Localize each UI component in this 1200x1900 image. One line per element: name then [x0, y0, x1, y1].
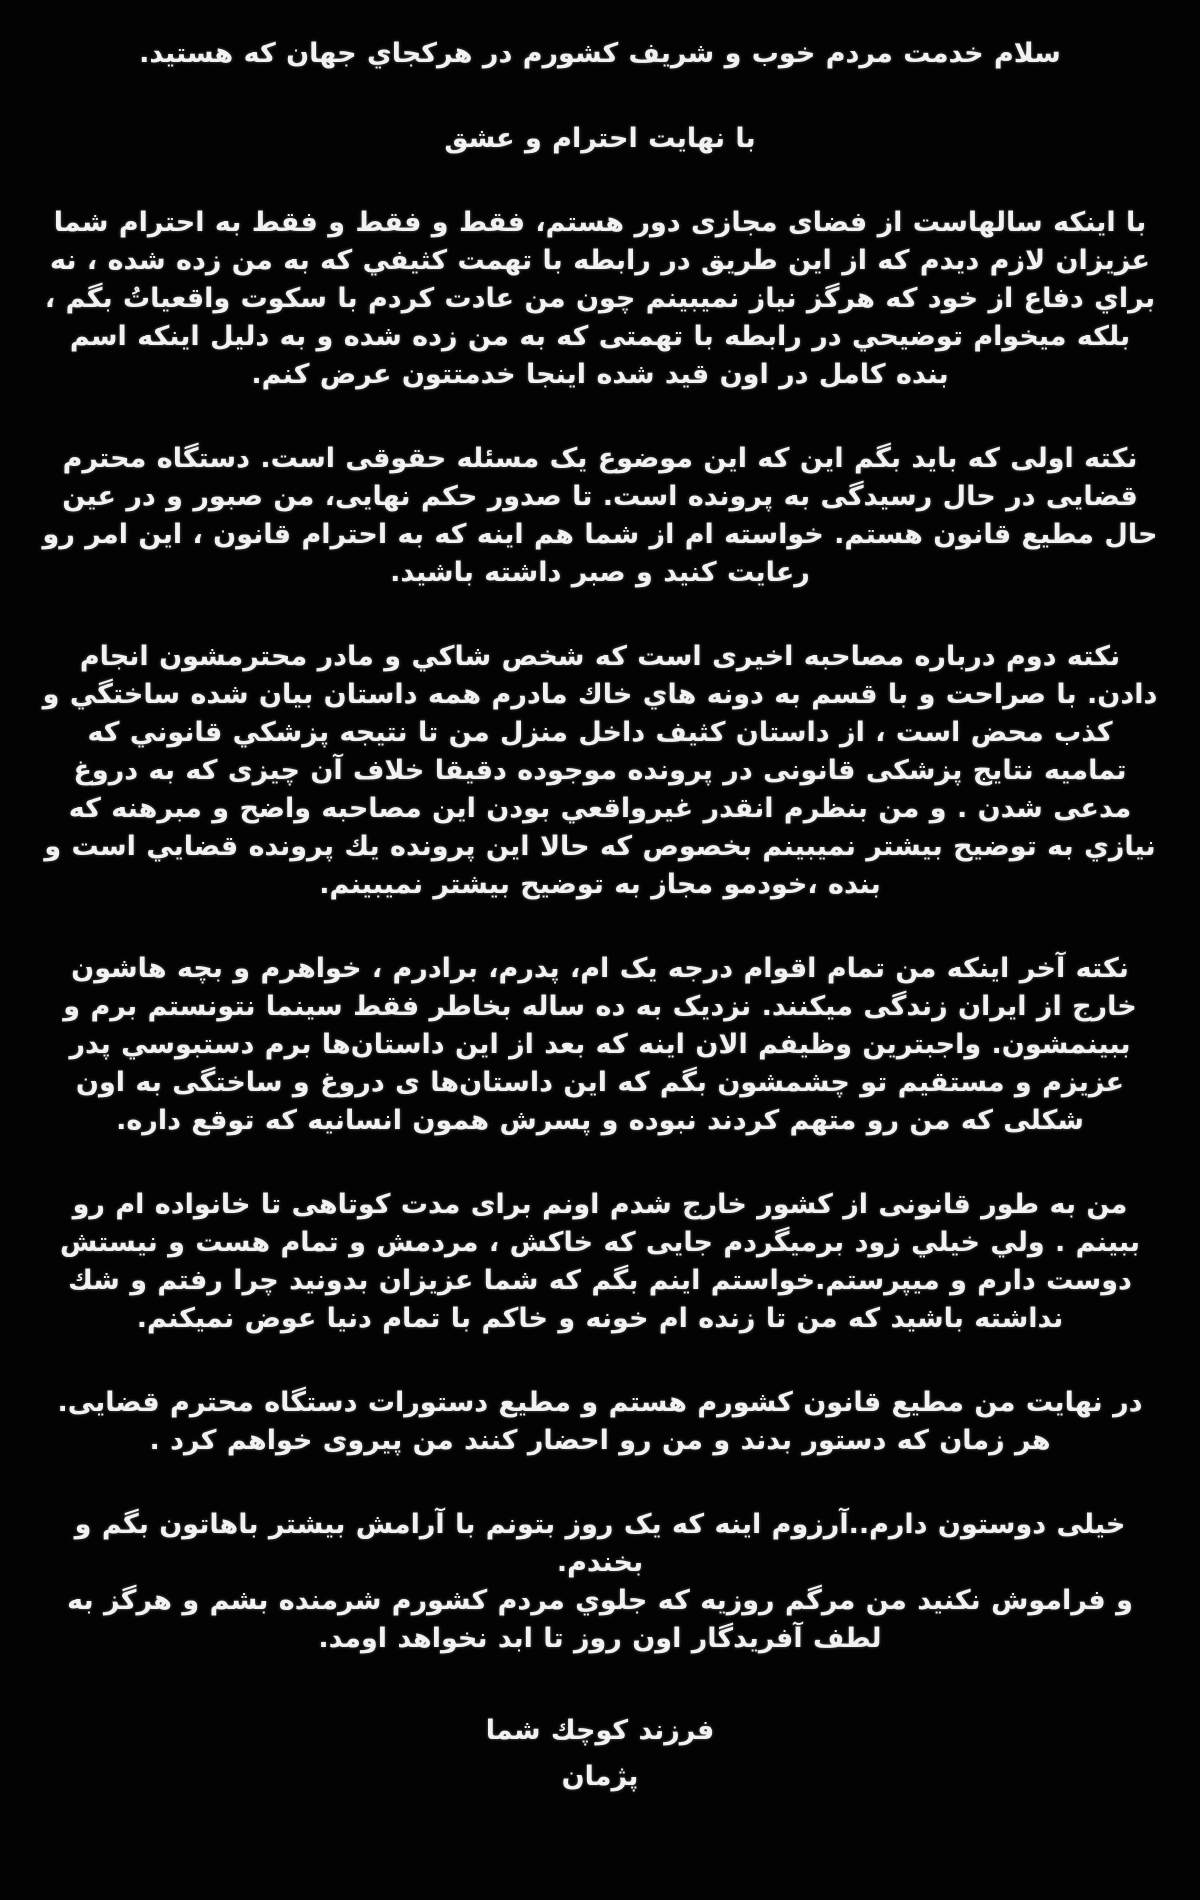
paragraph-last-point-family: نکته آخر اینکه من تمام اقوام درجه یک ام، پدرم، برادرم ، خواهرم و بچه هاشون خارج از ایران زندگی میکنند. نزدیک به ده ساله بخاطر فقط سینما نتونستم برم و ببینمشون. واجبترین وظیفم الان اینه که بعد از این داستان‌ها برم دستبوسي پدر عزیزم و مستقیم تو چشمشون بگم که این داستان‌ها ی دروغ و ساختگی به اون شکلی که من رو متهم کردند نبوده و پسرش همون انسانیه که توقع داره.: [63, 953, 1137, 1136]
paragraph-first-point-legal-matter: نکته اولی که باید بگم این که این موضوع یک مسئله حقوقی است. دستگاه محترم قضایی در حال رسیدگی به پرونده است. تا صدور حکم نهایی، من صبور و در عین حال مطیع قانون هستم. خواسته ام از شما هم اینه که به احترام قانون ، این امر رو رعایت کنید و صبر داشته باشید.: [42, 443, 1158, 588]
closing-block: [42, 1506, 1158, 1658]
paragraph-leaving-country: من به طور قانونی از کشور خارج شدم اونم برای مدت کوتاهی تا خانواده ام رو ببینم . ولي خیلي زود برمیگردم جایی که خاکش ، مردمش و تمام هست و نیستش دوست دارم و میپرستم.خواستم اینم بگم که شما عزیزان بدونید چرا رفتم و شك نداشته باشید که من تا زنده ام خونه و خاکم با تمام دنیا عوض نمیکنم.: [59, 1189, 1141, 1334]
paragraph-intro: با اینکه سالهاست از فضای مجازی دور هستم، فقط و فقط و فقط به احترام شما عزیزان لازم دیدم که از این طریق در رابطه با تهمت کثیفي که به من زده شده ، نه براي دفاع از خود که هرگز نیاز نمیبینم چون من عادت کردم با سکوت واقعیاتُ بگم ، بلکه میخوام توضیحي در رابطه با تهمتی که به من زده شده و به دلیل اینکه اسم بنده کامل در اون قید شده اینجا خدمتتون عرض کنم.: [44, 207, 1156, 390]
greeting-line: سلام خدمت مردم خوب و شریف کشورم در هرکجاي جهان که هستید.: [139, 38, 1061, 69]
signature-block: [42, 1708, 1158, 1800]
signature-role-line: فرزند کوچك شما: [485, 1715, 715, 1746]
signature-name-line: پژمان: [561, 1761, 639, 1792]
salutation-line: با نهایت احترام و عشق: [444, 123, 756, 154]
closing-wish-line: خیلی دوستون دارم..آرزوم اینه که یک روز بتونم با آرامش بیشتر باهاتون بگم و بخندم.: [74, 1509, 1126, 1578]
closing-promise-line: و فراموش نکنید من مرگم روزیه که جلوي مردم کشورم شرمنده بشم و هرگز به لطف آفریدگار اون روز تا ابد نخواهد اومد.: [67, 1585, 1133, 1654]
paragraph-second-point-interview: نکته دوم درباره مصاحبه اخیری است که شخص شاکي و مادر محترمشون انجام دادن. با صراحت و با قسم به دونه هاي خاك مادرم همه داستان بیان شده ساختگي و کذب محض است ، از داستان کثیف داخل منزل من تا نتیجه پزشکي قانوني که تمامیه نتایج پزشکی قانونی در پرونده موجوده دقیقا خلاف آن چیزی که به دروغ مدعی شدن . و من بنظرم انقدر غیرواقعي بودن این مصاحبه واضح و مبرهنه که نیازي به توضیح بیشتر نمیبینم بخصوص که حالا این پرونده یك پرونده قضایي است و بنده ،خودمو مجاز به توضیح بیشتر نمیبینم.: [42, 641, 1158, 900]
paragraph-law-obedience: در نهایت من مطیع قانون کشورم هستم و مطیع دستورات دستگاه محترم قضایی. هر زمان که دستور بدند و من رو احضار کنند من پیروی خواهم کرد .: [57, 1387, 1143, 1456]
